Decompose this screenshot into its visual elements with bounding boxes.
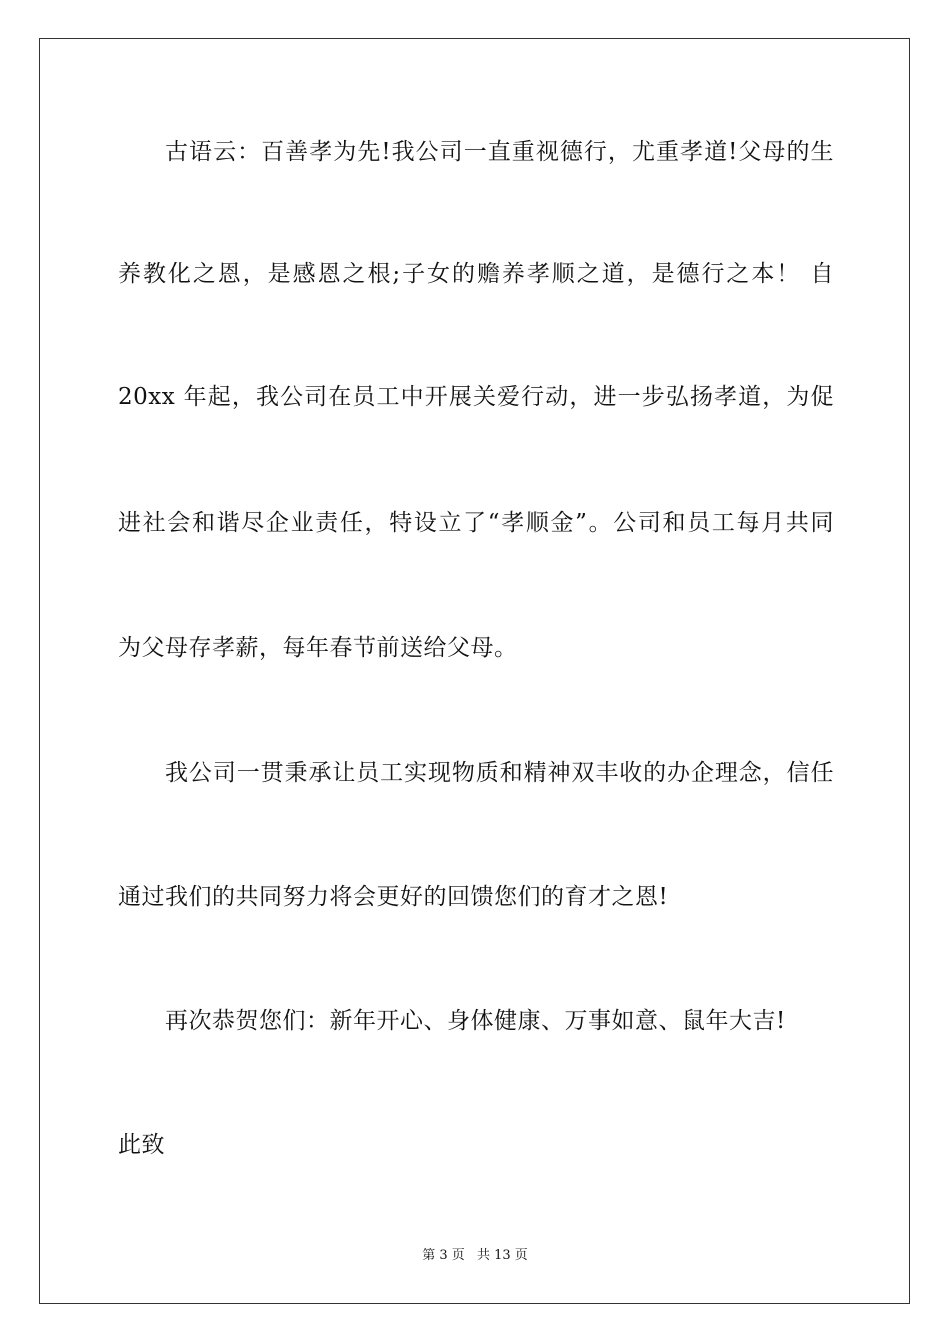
paragraph-1-line-2: 养教化之恩，是感恩之根;子女的赡养孝顺之道，是德行之本！ 自 xyxy=(118,261,834,287)
paragraph-1-line-3: 20xx 年起，我公司在员工中开展关爱行动，进一步弘扬孝道，为促 xyxy=(118,384,834,410)
paragraph-1-line-5: 为父母存孝薪，每年春节前送给父母。 xyxy=(118,635,518,661)
page-total: 共 13 页 xyxy=(476,1248,528,1263)
paragraph-3-line-1: 再次恭贺您们：新年开心、身体健康、万事如意、鼠年大吉! xyxy=(165,1008,786,1034)
paragraph-1-line-1: 古语云：百善孝为先!我公司一直重视德行，尤重孝道!父母的生 xyxy=(165,139,834,165)
page-frame xyxy=(39,38,910,1304)
paragraph-2-line-2: 通过我们的共同努力将会更好的回馈您们的育才之恩! xyxy=(118,884,669,910)
paragraph-2-line-1: 我公司一贯秉承让员工实现物质和精神双丰收的办企理念，信任 xyxy=(165,760,834,786)
page-number: 第 3 页 xyxy=(422,1248,465,1263)
paragraph-1-line-4: 进社会和谐尽企业责任，特设立了“孝顺金”。公司和员工每月共同 xyxy=(118,510,834,536)
closing-salutation: 此致 xyxy=(118,1132,165,1158)
page-footer xyxy=(0,1247,950,1265)
